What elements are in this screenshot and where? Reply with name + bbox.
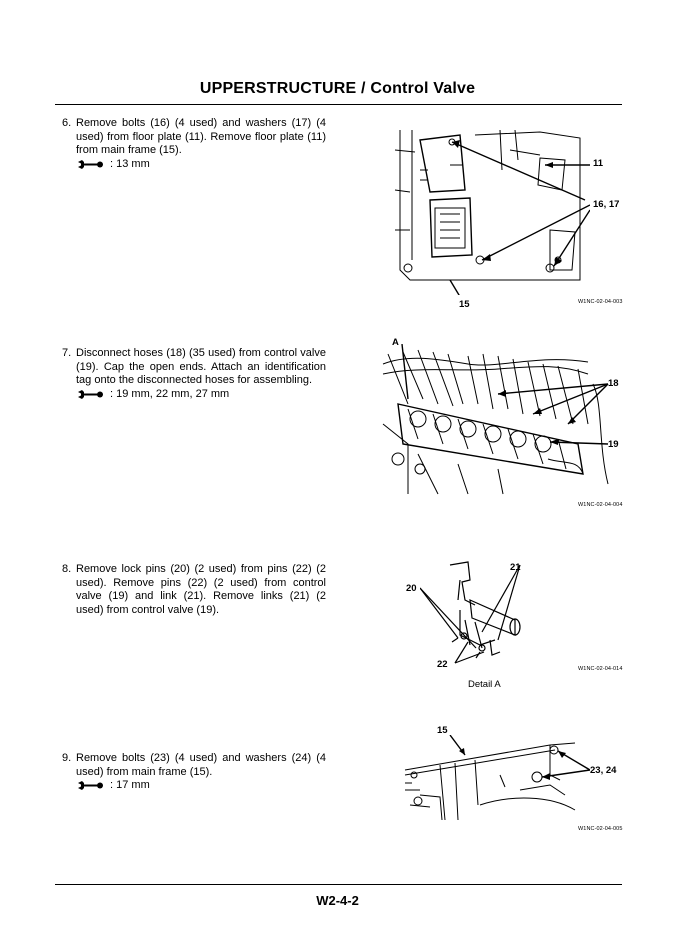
step-text: Remove lock pins (20) (2 used) from pins (22) (2 used). Remove pins (22) (2 used) from control valve (19) and link (21). Remove links (21) (2 used) from control valve (19). [76, 563, 326, 616]
tool-size: : 13 mm [110, 157, 150, 170]
figure-main-frame [400, 735, 590, 825]
tool-size: : 17 mm [110, 779, 150, 792]
figure-control-valve-hoses [378, 344, 618, 499]
step-text: Remove bolts (23) (4 used) and washers (24) (4 used) from main frame (15). [76, 752, 326, 778]
callout-label: 11 [593, 158, 604, 169]
step-text: Disconnect hoses (18) (35 used) from control valve (19). Cap the open ends. Attach an identification tag onto the disconnected hoses for assembling. [76, 347, 326, 387]
detail-a-illustration [420, 560, 540, 675]
footer-rule [55, 884, 622, 885]
step-9 [62, 752, 326, 793]
step-7 [62, 347, 326, 401]
wrench-icon [76, 780, 104, 791]
wrench-icon [76, 389, 104, 400]
main-frame-illustration [400, 735, 590, 825]
step-number: 7. [62, 347, 72, 359]
page-title: UPPERSTRUCTURE / Control Valve [199, 80, 476, 97]
callout-label: 19 [608, 439, 619, 450]
tool-size: : 19 mm, 22 mm, 27 mm [110, 387, 230, 400]
callout-label: 21 [510, 562, 521, 573]
callout-label: 23, 24 [590, 765, 617, 776]
callout-label: 15 [459, 299, 470, 310]
callout-label: 20 [406, 583, 417, 594]
figure-code: W1NC-02-04-014 [578, 666, 623, 672]
figure-code: W1NC-02-04-005 [578, 826, 623, 832]
floor-plate-illustration [390, 130, 590, 295]
figure-floor-plate [390, 130, 590, 295]
page-number: W2-4-2 [316, 893, 359, 908]
header-rule [55, 104, 622, 105]
figure-caption: Detail A [468, 679, 501, 690]
step-8 [62, 563, 326, 617]
control-valve-hoses-illustration [378, 344, 618, 499]
step-number: 9. [62, 752, 72, 764]
step-number: 8. [62, 563, 72, 575]
figure-code: W1NC-02-04-004 [578, 502, 623, 508]
tool-spec [76, 779, 326, 793]
tool-spec [76, 388, 326, 402]
step-number: 6. [62, 117, 72, 129]
step-6 [62, 117, 326, 171]
callout-label: 16, 17 [593, 199, 620, 210]
figure-detail-a [420, 560, 540, 675]
callout-label: 18 [608, 378, 619, 389]
figure-code: W1NC-02-04-003 [578, 299, 623, 305]
wrench-icon [76, 159, 104, 170]
callout-label: 15 [437, 725, 448, 736]
step-text: Remove bolts (16) (4 used) and washers (17) (4 used) from floor plate (11). Remove floor plate (11) from main frame (15). [76, 117, 326, 157]
tool-spec [76, 158, 326, 172]
callout-label: 22 [437, 659, 448, 670]
callout-label: A [392, 337, 399, 348]
